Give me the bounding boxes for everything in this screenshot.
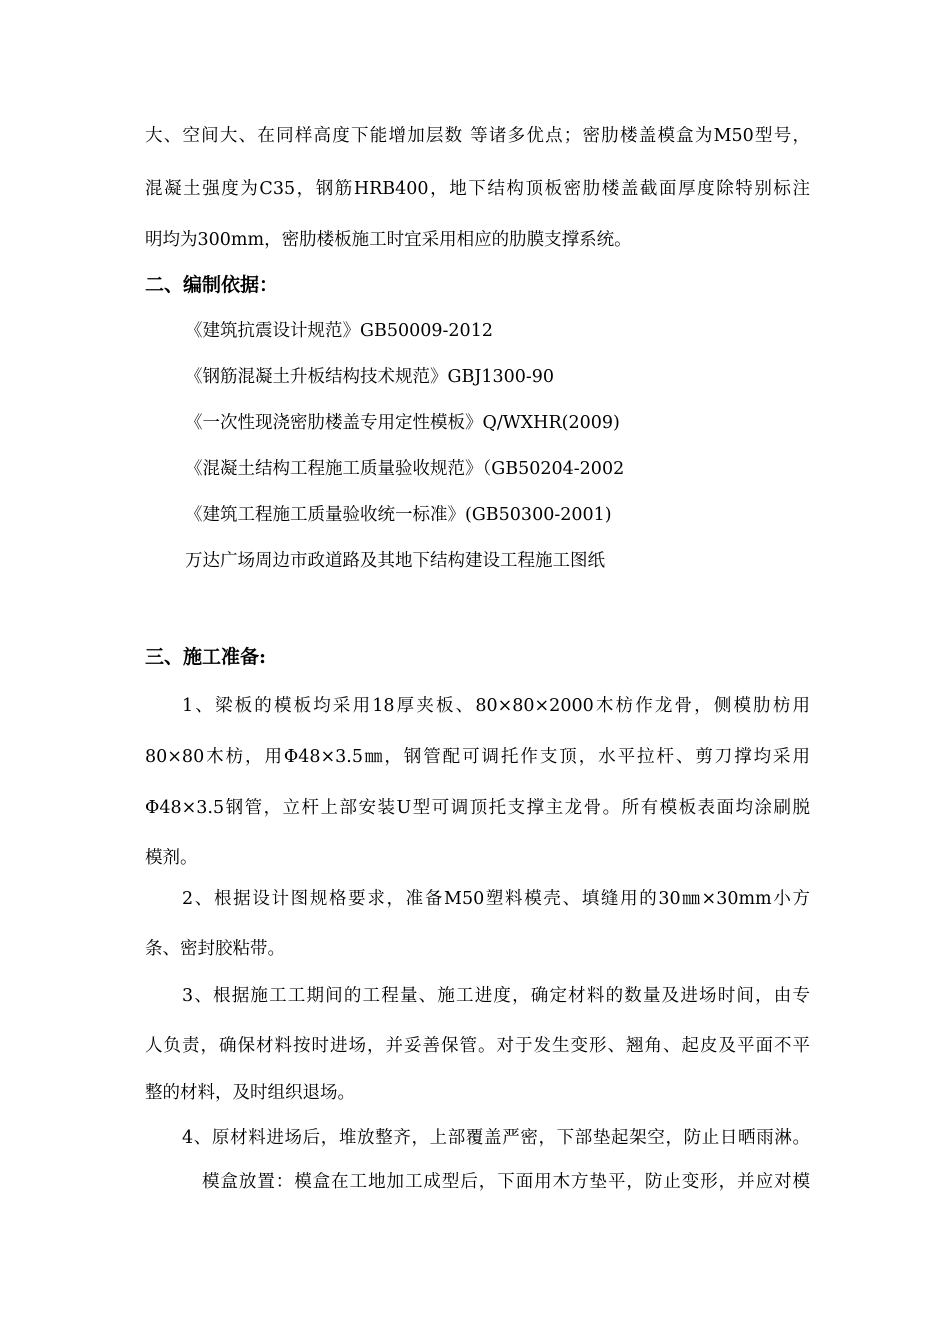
item-3-line-2: 人负责，确保材料按时进场，并妥善保管。对于发生变形、翘角、起皮及平面不平	[145, 1036, 810, 1056]
item-2-line-1: 2、根据设计图规格要求，准备M50塑料模壳、填缝用的30㎜×30mm小方	[182, 889, 810, 909]
intro-line-3: 明均为300mm，密肋楼板施工时宜采用相应的肋膜支撑系统。	[145, 230, 632, 250]
reference-item: 《建筑工程施工质量验收统一标准》(GB50300-2001)	[185, 505, 612, 525]
box-placement-line: 模盒放置：模盒在工地加工成型后，下面用木方垫平，防止变形，并应对模	[202, 1172, 810, 1192]
intro-line-1: 大、空间大、在同样高度下能增加层数 等诸多优点；密肋楼盖模盒为M50型号，	[145, 126, 810, 146]
reference-item: 《混凝土结构工程施工质量验收规范》（GB50204-2002	[185, 459, 625, 479]
item-3-line-1: 3、根据施工工期间的工程量、施工进度，确定材料的数量及进场时间，由专	[182, 986, 810, 1006]
section-2-heading: 二、编制依据：	[145, 274, 279, 296]
item-2-line-2: 条、密封胶粘带。	[145, 939, 285, 959]
reference-item: 《一次性现浇密肋楼盖专用定性模板》Q/WXHR(2009)	[185, 413, 620, 433]
reference-item: 《钢筋混凝土升板结构技术规范》GBJ1300-90	[185, 367, 555, 387]
item-4-line: 4、原材料进场后，堆放整齐，上部覆盖严密，下部垫起架空，防止日晒雨淋。	[182, 1128, 810, 1148]
item-3-line-3: 整的材料，及时组织退场。	[145, 1083, 355, 1103]
section-3-heading: 三、施工准备:	[145, 646, 267, 668]
item-1-line-3: Φ48×3.5钢管，立杆上部安装U型可调顶托支撑主龙骨。所有模板表面均涂刷脱	[145, 798, 810, 818]
reference-item: 《建筑抗震设计规范》GB50009-2012	[185, 321, 493, 341]
item-1-line-2: 80×80木枋，用Φ48×3.5㎜，钢管配可调托作支顶，水平拉杆、剪刀撑均采用	[145, 747, 810, 767]
reference-item: 万达广场周边市政道路及其地下结构建设工程施工图纸	[185, 551, 605, 571]
item-1-line-4: 模剂。	[145, 848, 198, 868]
intro-line-2: 混凝土强度为C35，钢筋HRB400，地下结构顶板密肋楼盖截面厚度除特别标注	[145, 179, 810, 199]
item-1-line-1: 1、梁板的模板均采用18厚夹板、80×80×2000木枋作龙骨，侧模肋枋用	[182, 696, 810, 716]
